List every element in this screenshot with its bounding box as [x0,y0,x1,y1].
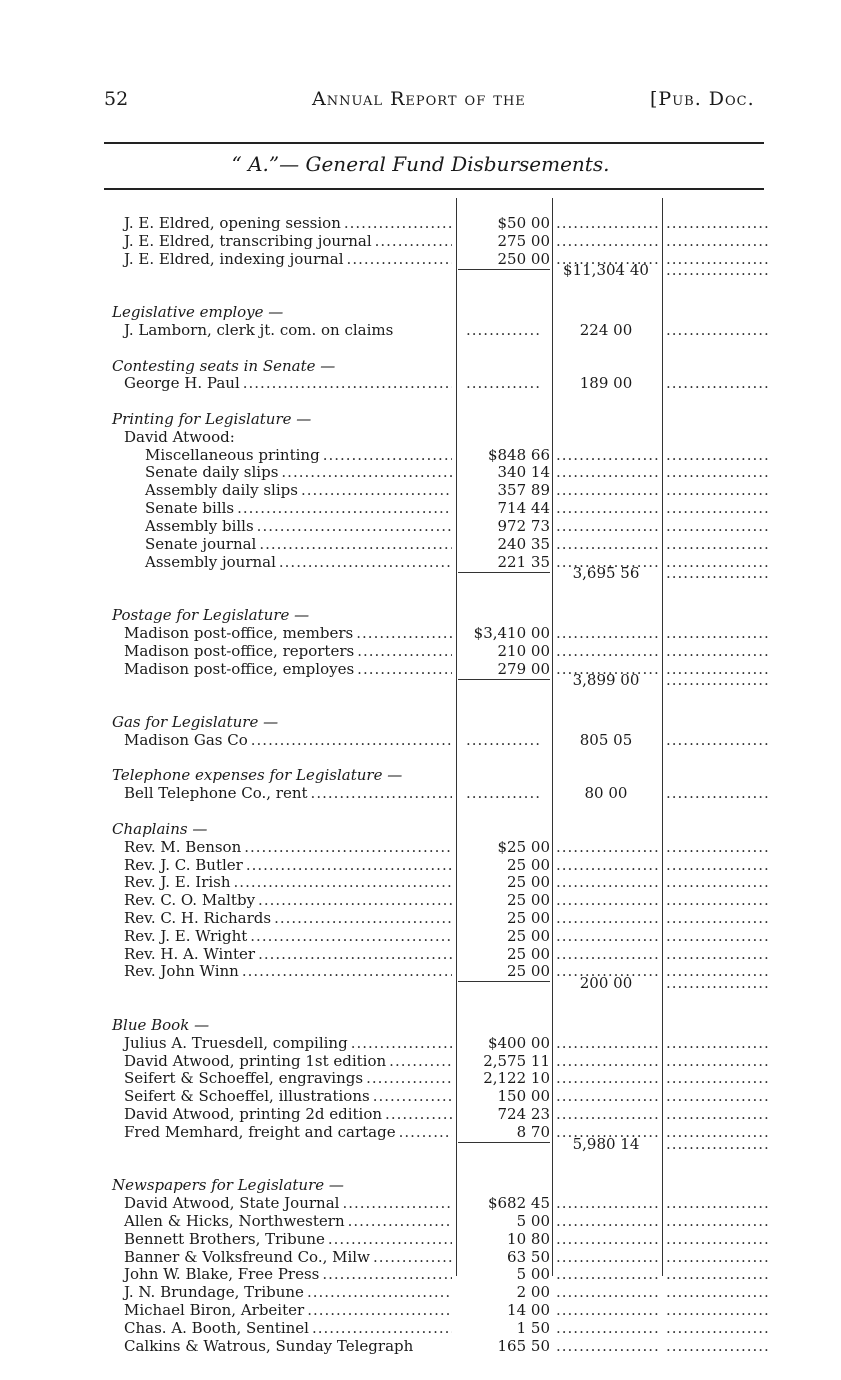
dot-leader [246,856,452,874]
amount-cell: 5 00 [516,1211,550,1230]
dot-leader [357,660,452,678]
title-rule [104,188,764,190]
dot-leader [301,481,452,499]
spacer-row [0,392,841,410]
blank-column-cell [666,731,770,749]
amount-cell: 14 00 [507,1301,550,1320]
total-cell-empty [556,1301,658,1319]
total-cell: 80 00 [584,784,628,803]
blank-column-cell [666,499,770,517]
table-row [0,1248,841,1266]
section-total: 5,980 14 [572,1134,640,1153]
spacer-row [0,998,841,1016]
blank-column-cell [666,784,770,802]
total-cell-empty [556,873,658,891]
row-label: Rev. J. C. Butler [124,855,243,874]
section-total-row [0,1134,841,1159]
blank-column-cell [666,671,770,689]
total-cell-empty [556,1087,658,1105]
dot-leader [366,1069,452,1087]
row-label: David Atwood, printing 2d edition [124,1105,383,1123]
blank-column-cell [666,1052,770,1070]
dot-leader [243,374,452,392]
table-row [0,232,841,250]
row-label: David Atwood, printing 1st edition [124,1051,387,1070]
total-cell-empty [556,1069,658,1087]
row-label: Assembly daily slips [145,481,298,500]
table-row [0,1337,841,1355]
total-cell-empty [556,463,658,481]
section-heading: Printing for Legislature — [112,410,312,429]
table-row [0,1230,841,1248]
blank-column-cell [666,1034,770,1052]
amount-cell-empty [466,731,542,749]
dot-leader [259,535,452,553]
section-heading-row [0,713,841,731]
blank-column-cell [666,321,770,339]
section-total-row [0,974,841,998]
dot-leader [234,873,452,891]
section-total: 200 00 [579,974,633,993]
section-total-row [0,564,841,588]
blank-column-cell [666,909,770,927]
amount-cell: 275 00 [497,231,550,250]
total-cell-empty [556,1052,658,1070]
amount-cell: 250 00 [497,249,550,268]
section-heading: Telephone expenses for Legislature — [112,766,403,785]
dot-leader [399,1123,452,1141]
dot-leader [373,1248,452,1266]
spacer-row [0,339,841,357]
row-label: Miscellaneous printing [145,445,320,464]
section-heading: Legislative employe — [112,303,284,322]
row-label: Senate bills [145,499,235,518]
total-cell-empty [556,624,658,642]
amount-cell-empty [466,321,542,339]
spacer-row [0,749,841,767]
table-row [0,909,841,927]
section-heading: Newspapers for Legislature — [112,1176,344,1195]
section-total: 3,695 56 [572,564,640,583]
blank-column-cell [666,517,770,535]
table-row [0,838,841,856]
table-row [0,1301,841,1319]
blank-column-cell [666,974,770,992]
amount-cell: 25 00 [507,855,550,874]
section-heading: Contesting seats in Senate — [112,356,336,375]
blank-column-cell [666,891,770,909]
table-row [0,1319,841,1337]
table-row [0,1034,841,1052]
amount-cell: 1 50 [516,1318,550,1337]
total-cell-empty [556,481,658,499]
dot-leader [311,784,452,802]
dot-leader [348,1212,452,1230]
table-row [0,945,841,963]
total-cell-empty [556,1265,658,1283]
blank-column-cell [666,1301,770,1319]
row-label: Julius A. Truesdell, compiling [124,1033,348,1052]
blank-column-cell [666,564,770,582]
total-cell-empty [556,1337,658,1355]
row-label: George H. Paul [124,374,240,393]
total-cell-empty [556,1034,658,1052]
table-row [0,891,841,909]
amount-cell: 724 23 [497,1105,550,1123]
table-row [0,642,841,660]
total-cell-empty [556,909,658,927]
section-heading-row [0,766,841,784]
table-row [0,784,841,802]
total-cell: 224 00 [579,320,633,339]
dot-leader [244,838,452,856]
section-total: 3,899 00 [572,671,640,690]
blank-column-cell [666,856,770,874]
row-label: Senate journal [145,534,257,553]
blank-column-cell [666,624,770,642]
row-label: Rev. M. Benson [124,837,242,856]
blank-column-cell [666,1087,770,1105]
table-row [0,214,841,232]
total-cell-empty [556,535,658,553]
blank-column-cell [666,481,770,499]
dot-leader [347,250,452,268]
table-row [0,321,841,339]
dot-leader [258,891,452,909]
blank-column-cell [666,838,770,856]
row-label: John W. Blake, Free Press [124,1265,320,1284]
total-cell-empty [556,1319,658,1337]
dot-leader [250,927,452,945]
section-heading-row [0,410,841,428]
total-cell-empty [556,517,658,535]
dot-leader [344,214,452,232]
dot-leader [251,731,452,749]
total-cell-empty [556,945,658,963]
row-label: J. E. Eldred, transcribing journal [124,231,372,250]
table-row [0,446,841,464]
blank-column-cell [666,945,770,963]
row-label: Madison post-office, employes [124,659,355,678]
amount-cell: 8 70 [516,1122,550,1141]
header-rule [104,142,764,144]
amount-cell: 221 35 [497,552,550,571]
row-label: Rev. John Winn [124,962,239,981]
amount-cell: 714 44 [497,499,550,518]
amount-cell: 2,122 10 [483,1069,550,1088]
blank-column-cell [666,463,770,481]
amount-cell: $50 00 [497,214,550,232]
table-row [0,428,841,446]
row-label: J. E. Eldred, indexing journal [124,249,344,268]
amount-cell: $25 00 [497,837,550,856]
total-cell-empty [556,446,658,464]
table-row [0,927,841,945]
table-row [0,731,841,749]
row-label: Rev. J. E. Wright [124,926,248,945]
total-cell: 805 05 [579,730,633,749]
total-cell-empty [556,838,658,856]
amount-cell: 210 00 [497,641,550,660]
amount-cell: 25 00 [507,962,550,981]
dot-leader [373,1087,452,1105]
amount-cell: 240 35 [497,534,550,553]
total-cell-empty [556,232,658,250]
dot-leader [323,446,452,464]
table-row [0,1052,841,1070]
dot-leader [322,1265,452,1283]
section-heading: Gas for Legislature — [112,712,279,731]
amount-cell: 5 00 [516,1265,550,1284]
row-label: Bennett Brothers, Tribune [124,1229,325,1248]
section-total: $11,304 40 [563,261,649,280]
blank-column-cell [666,1135,770,1153]
row-label: Banner & Volksfreund Co., Milw [124,1247,370,1266]
dot-leader [312,1319,452,1337]
table-row [0,481,841,499]
amount-cell: 25 00 [507,891,550,910]
header-title: Annual Report of the [312,88,526,110]
blank-column-cell [666,1212,770,1230]
row-label: David Atwood, State Journal [124,1194,340,1213]
table-row [0,463,841,481]
total-cell-empty [556,1283,658,1301]
section-heading-row [0,1176,841,1194]
section-heading: Chaplains — [112,819,208,838]
table-row [0,1194,841,1212]
amount-cell: $848 66 [487,445,550,464]
row-label: Chas. A. Booth, Sentinel [124,1318,309,1337]
total-cell: 189 00 [579,374,633,393]
row-label: Calkins & Watrous, Sunday Telegraph [124,1336,414,1355]
blank-column-cell [666,214,770,232]
dot-leader [342,1194,452,1212]
row-label: Seifert & Schoeffel, engravings [124,1069,364,1088]
row-label: Rev. H. A. Winter [124,944,256,963]
spacer-row [0,1158,841,1176]
amount-cell: 25 00 [507,926,550,945]
total-cell-empty [556,927,658,945]
spacer-row [0,695,841,713]
table-row [0,1069,841,1087]
dot-leader [356,624,452,642]
amount-cell: 340 14 [497,463,550,482]
table-row [0,1087,841,1105]
dot-leader [257,517,452,535]
amount-cell: 279 00 [497,659,550,678]
total-cell-empty [556,856,658,874]
blank-column-cell [666,1337,770,1355]
blank-column-cell [666,1265,770,1283]
row-label: Senate daily slips [145,463,279,482]
blank-column-cell [666,1105,770,1123]
table-row [0,517,841,535]
section-heading: Postage for Legislature — [112,606,310,625]
total-cell-empty [556,1105,658,1123]
table-row [0,1265,841,1283]
spacer-row [0,588,841,606]
table-row [0,873,841,891]
table-row [0,535,841,553]
amount-cell: $400 00 [487,1033,550,1052]
amount-cell: 25 00 [507,873,550,892]
dot-leader [375,232,452,250]
dot-leader [281,463,452,481]
row-label: J. E. Eldred, opening session [124,214,341,232]
blank-column-cell [666,535,770,553]
row-label: J. Lamborn, clerk jt. com. on claims [124,320,394,339]
total-cell-empty [556,214,658,232]
total-cell-empty [556,891,658,909]
row-label: Madison post-office, reporters [124,641,355,660]
section-heading-row [0,820,841,838]
table-row [0,624,841,642]
row-label: Assembly journal [145,552,276,571]
total-cell-empty [556,499,658,517]
running-header [0,88,841,118]
dot-leader [242,962,452,980]
row-label: Madison Gas Co [124,730,248,749]
section-heading: Blue Book — [112,1015,210,1034]
dot-leader [307,1283,452,1301]
row-label: Assembly bills [145,516,254,535]
row-label: Rev. J. E. Irish [124,873,231,892]
dot-leader [274,909,452,927]
row-label: Seifert & Schoeffel, illustrations [124,1087,370,1106]
section-total-row [0,261,841,285]
dot-leader [237,499,452,517]
blank-column-cell [666,1194,770,1212]
row-label: Allen & Hicks, Northwestern [124,1211,345,1230]
row-label: J. N. Brundage, Tribune [124,1283,304,1302]
table-title: “ A.”— General Fund Disbursements. [231,152,610,176]
section-heading-row [0,357,841,375]
amount-cell: 25 00 [507,908,550,927]
blank-column-cell [666,642,770,660]
amount-cell: 2,575 11 [483,1051,550,1070]
blank-column-cell [666,873,770,891]
amount-cell: 357 89 [497,481,550,500]
table-row [0,1105,841,1123]
blank-column-cell [666,1069,770,1087]
total-cell-empty [556,1230,658,1248]
blank-column-cell [666,232,770,250]
total-cell-empty [556,1248,658,1266]
dot-leader [351,1034,452,1052]
dot-leader [328,1230,452,1248]
dot-leader [279,553,452,571]
blank-column-cell [666,1319,770,1337]
amount-cell: 2 00 [516,1283,550,1302]
amount-cell: 10 80 [507,1229,550,1248]
spacer-row [0,802,841,820]
table-row [0,499,841,517]
row-label: Madison post-office, members [124,623,354,642]
blank-column-cell [666,261,770,279]
blank-column-cell [666,927,770,945]
amount-cell: $3,410 00 [473,623,550,642]
blank-column-cell [666,1248,770,1266]
total-cell-empty [556,1194,658,1212]
total-cell-empty [556,1212,658,1230]
row-label: David Atwood: [124,427,235,446]
row-label: Bell Telephone Co., rent [124,784,308,803]
header-doc-label: [Pub. Doc. [650,88,755,110]
amount-cell-empty [466,374,542,392]
blank-column-cell [666,374,770,392]
row-label: Rev. C. O. Maltby [124,891,256,910]
amount-cell: 63 50 [507,1247,550,1266]
section-heading-row [0,303,841,321]
row-label: Michael Biron, Arbeiter [124,1301,305,1320]
row-label: Fred Memhard, freight and cartage [124,1122,396,1141]
dot-leader [258,945,452,963]
spacer-row [0,285,841,303]
dot-leader [307,1301,452,1319]
section-heading-row [0,606,841,624]
row-label: Rev. C. H. Richards [124,908,272,927]
blank-column-cell [666,1283,770,1301]
amount-cell: $682 45 [487,1194,550,1213]
amount-cell: 165 50 [497,1336,550,1355]
amount-cell-empty [466,784,542,802]
table-row [0,856,841,874]
blank-column-cell [666,1230,770,1248]
table-row [0,374,841,392]
amount-cell: 150 00 [497,1087,550,1106]
section-heading-row [0,1016,841,1034]
section-total-row [0,671,841,695]
dot-leader [385,1105,452,1123]
dot-leader [389,1052,452,1070]
page-number: 52 [104,88,129,110]
total-cell-empty [556,642,658,660]
blank-column-cell [666,446,770,464]
table-row [0,1212,841,1230]
amount-cell: 25 00 [507,944,550,963]
amount-cell: 972 73 [497,516,550,535]
table-row [0,1283,841,1301]
dot-leader [357,642,452,660]
